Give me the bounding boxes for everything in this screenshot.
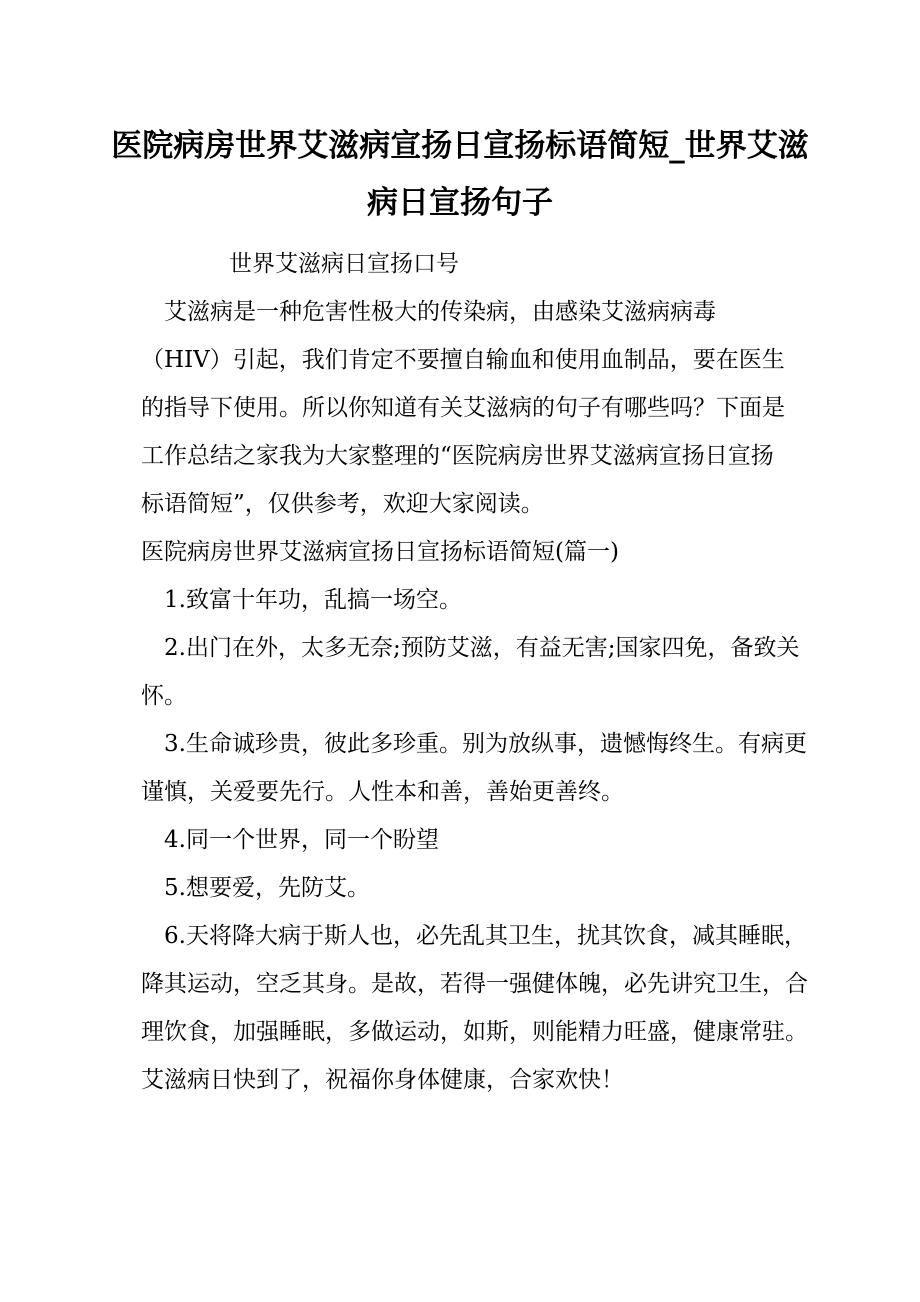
list-item: 6.天将降大病于斯人也，必先乱其卫生，扰其饮食，减其睡眠，降其运动，空乏其身。是故，若得一强健体魄，必先讲究卫生，合理饮食，加强睡眠，多做运动，如斯，则能精力旺盛，健康常驻。艾滋病日快到了，祝福你身体健康，合家欢快！ — [141, 923, 808, 1093]
subtitle: 世界艾滋病日宣扬口号 — [229, 251, 459, 277]
list-item: 5.想要爱，先防艾。 — [164, 875, 370, 901]
page-title: 医院病房世界艾滋病宣扬日宣扬标语简短_世界艾滋病日宣扬句子 — [111, 128, 809, 221]
section-heading: 医院病房世界艾滋病宣扬日宣扬标语简短(篇一) — [141, 539, 619, 565]
slogan-list — [141, 576, 811, 1104]
list-item: 2.出门在外，太多无奈;预防艾滋，有益无害;国家四免，备致关怀。 — [141, 635, 800, 709]
list-item: 1.致富十年功，乱搞一场空。 — [164, 587, 462, 613]
intro-paragraph: 艾滋病是一种危害性极大的传染病，由感染艾滋病病毒（HIV）引起，我们肯定不要擅自输血和使用血制品，要在医生的指导下使用。所以你知道有关艾滋病的句子有哪些吗？下面是工作总结之家我为大家整理的“医院病房世界艾滋病宣扬日宣扬标语简短”，仅供参考，欢迎大家阅读。 — [141, 299, 785, 517]
list-item: 4.同一个世界，同一个盼望 — [164, 827, 439, 853]
list-item: 3.生命诚珍贵，彼此多珍重。别为放纵事，遗憾悔终生。有病更谨慎，关爱要先行。人性本和善，善始更善终。 — [141, 731, 807, 805]
